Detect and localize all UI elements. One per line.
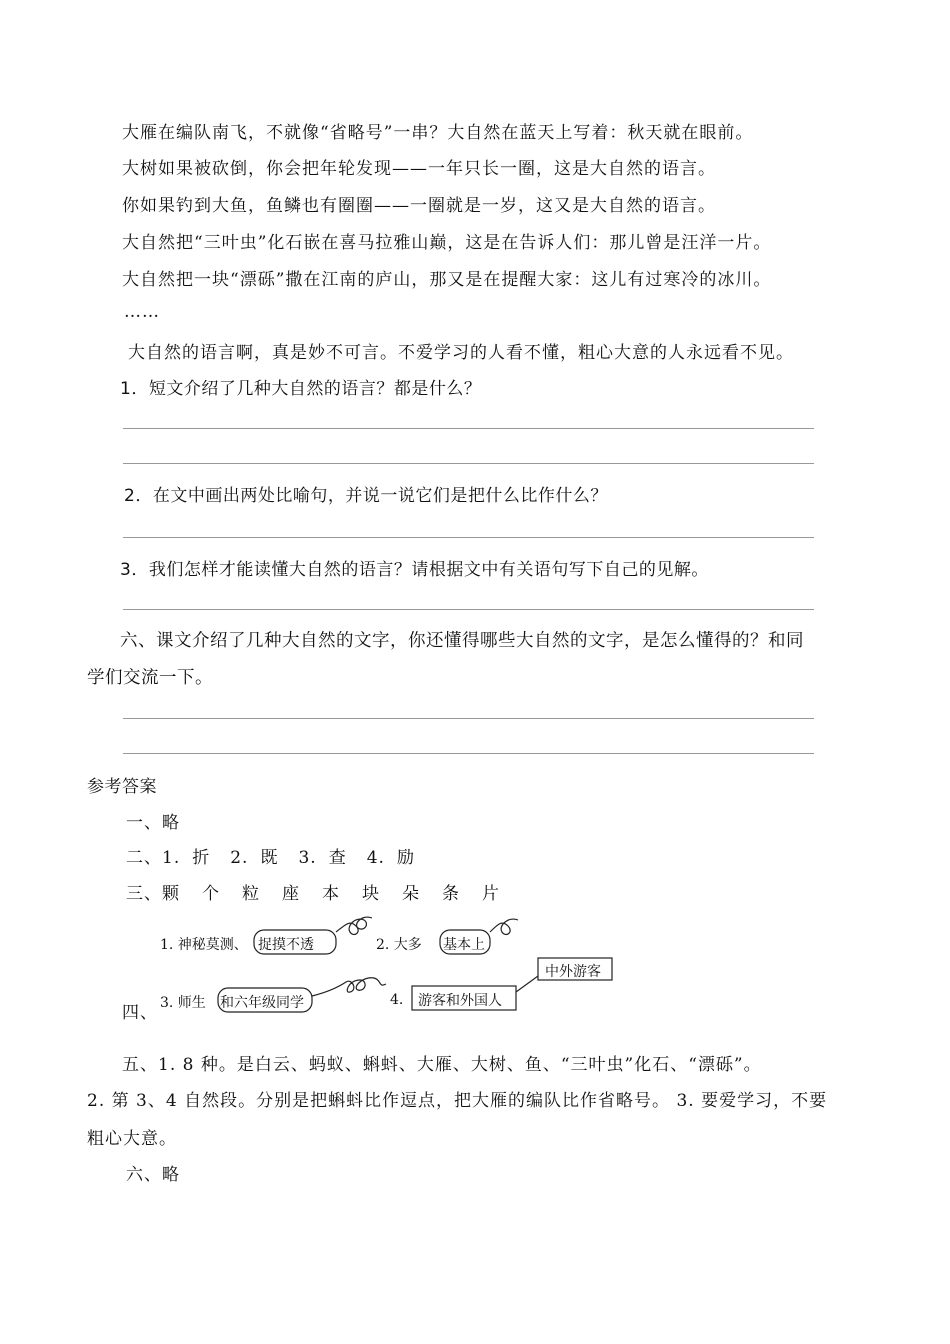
- edit-loop-mark: [336, 917, 372, 934]
- answer-2-prefix: 二、: [126, 848, 162, 868]
- passage-line-5: 大自然把一块“漂砾”撒在江南的庐山，那又是在提醒大家：这儿有过寒冷的冰川。: [122, 270, 772, 290]
- answer-3-item: 颗: [162, 884, 180, 904]
- answer-5-line-1: 五、1. 8 种。是白云、蚂蚁、蝌蚪、大雁、大树、鱼、“三叶虫”化石、“漂砾”。: [122, 1055, 762, 1075]
- passage-line-2: 大树如果被砍倒，你会把年轮发现——一年只长一圈，这是大自然的语言。: [122, 159, 716, 179]
- diagram-label-4: 4.: [390, 992, 404, 1008]
- answer-line: [123, 428, 814, 429]
- answer-6: 六、略: [126, 1165, 180, 1185]
- answer-3-item: 座: [282, 884, 300, 904]
- answer-line: [123, 537, 814, 538]
- question-2: 2．在文中画出两处比喻句，并说一说它们是把什么比作什么？: [124, 486, 608, 506]
- answer-line: [123, 718, 814, 719]
- answer-2-item: 既: [260, 848, 279, 868]
- edit-pointer: [516, 976, 538, 992]
- answer-3: [126, 879, 500, 904]
- answer-3-item: 条: [442, 884, 460, 904]
- answer-line: [123, 463, 814, 464]
- answer-3-item: 粒: [242, 884, 260, 904]
- answer-2-item: 查: [328, 848, 347, 868]
- answer-4-diagram: [150, 912, 630, 1022]
- answer-2-item: 励: [396, 848, 415, 868]
- answer-2: [126, 843, 415, 868]
- answer-3-item: 朵: [402, 884, 420, 904]
- answer-2-item: 3.: [298, 848, 317, 868]
- answer-line: [123, 753, 814, 754]
- answer-2-item: 1.: [162, 848, 181, 868]
- passage-line-6: 大自然的语言啊，真是妙不可言。不爱学习的人看不懂，粗心大意的人永远看不见。: [128, 343, 794, 363]
- passage-ellipsis: ……: [124, 302, 160, 322]
- diagram-box-4-correction: 中外游客: [545, 964, 601, 980]
- question-6-line-1: 六、课文介绍了几种大自然的文字，你还懂得哪些大自然的文字，是怎么懂得的？和同: [120, 631, 804, 651]
- diagram-box-2: 基本上: [443, 937, 485, 953]
- answer-3-item: 片: [482, 884, 500, 904]
- question-6-line-2: 学们交流一下。: [87, 668, 213, 688]
- diagram-box-1: 捉摸不透: [258, 937, 314, 953]
- edit-loop-mark: [490, 919, 518, 934]
- answer-2-item: 4.: [366, 848, 385, 868]
- answer-1: 一、略: [126, 813, 180, 833]
- diagram-box-4: 游客和外国人: [418, 993, 502, 1009]
- answer-2-item: 2.: [230, 848, 249, 868]
- passage-line-1: 大雁在编队南飞，不就像“省略号”一串？大自然在蓝天上写着：秋天就在眼前。: [122, 123, 754, 143]
- answers-title: 参考答案: [87, 777, 157, 797]
- answer-3-prefix: 三、: [126, 884, 162, 904]
- answer-4-prefix: 四、: [122, 1003, 158, 1023]
- answer-line: [123, 609, 814, 610]
- answer-3-item: 个: [202, 884, 220, 904]
- edit-loop-mark: [312, 978, 386, 996]
- diagram-label-1: 1. 神秘莫测、: [160, 937, 248, 953]
- answer-5-line-3: 粗心大意。: [87, 1129, 177, 1149]
- diagram-label-3: 3. 师生: [160, 995, 206, 1011]
- answer-3-item: 本: [322, 884, 340, 904]
- answer-2-item: 折: [192, 848, 211, 868]
- answer-5-line-2: 2. 第 3、4 自然段。分别是把蝌蚪比作逗点，把大雁的编队比作省略号。 3. 要爱学习，不要: [87, 1091, 828, 1111]
- question-3: 3．我们怎样才能读懂大自然的语言？请根据文中有关语句写下自己的见解。: [120, 560, 709, 580]
- passage-line-4: 大自然把“三叶虫”化石嵌在喜马拉雅山巅，这是在告诉人们：那儿曾是汪洋一片。: [122, 233, 772, 253]
- passage-line-3: 你如果钓到大鱼，鱼鳞也有圈圈——一圈就是一岁，这又是大自然的语言。: [122, 196, 716, 216]
- diagram-box-3: 和六年级同学: [220, 995, 304, 1011]
- question-1: 1．短文介绍了几种大自然的语言？都是什么？: [120, 379, 482, 399]
- diagram-label-2: 2. 大多: [376, 937, 422, 953]
- answer-3-item: 块: [362, 884, 380, 904]
